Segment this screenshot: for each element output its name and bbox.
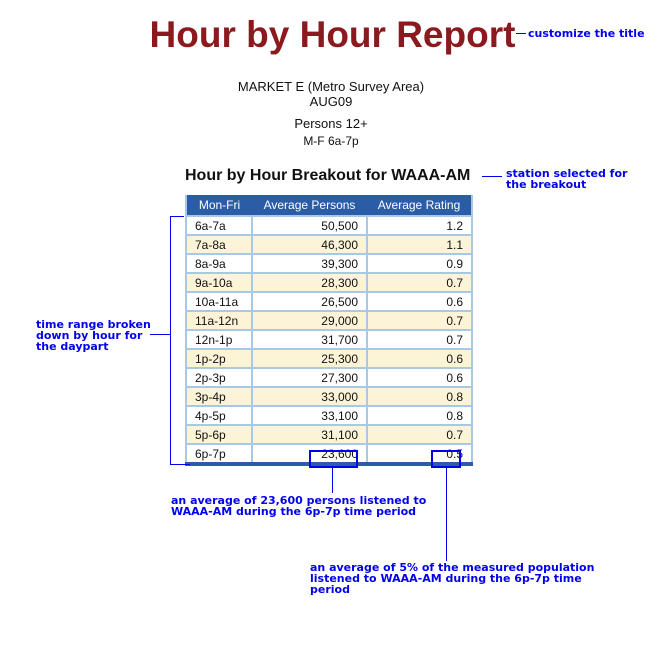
persons-cell: 26,500: [252, 292, 367, 311]
callout-line: [516, 33, 526, 34]
daypart: M-F 6a-7p: [303, 134, 359, 148]
persons-cell: 25,300: [252, 349, 367, 368]
rating-cell: 0.8: [367, 406, 472, 425]
callout-line: [446, 466, 447, 561]
rating-cell: 0.7: [367, 273, 472, 292]
rating-cell: 1.2: [367, 216, 472, 235]
breakout-title: Hour by Hour Breakout for WAAA-AM: [185, 167, 471, 184]
persons-cell: 50,500: [252, 216, 367, 235]
rating-cell: 1.1: [367, 235, 472, 254]
hour-cell: 9a-10a: [186, 273, 252, 292]
persons-cell: 29,000: [252, 311, 367, 330]
demographic: Persons 12+: [294, 116, 368, 131]
bracket-line: [170, 464, 190, 465]
bracket-line: [170, 216, 184, 217]
note-title: customize the title: [528, 27, 645, 40]
note-station: station selected for the breakout: [506, 167, 628, 191]
rating-cell: 0.7: [367, 330, 472, 349]
persons-cell: 31,700: [252, 330, 367, 349]
persons-cell: 46,300: [252, 235, 367, 254]
hour-cell: 1p-2p: [186, 349, 252, 368]
market-name: MARKET E (Metro Survey Area): [237, 79, 425, 94]
table-row: [186, 254, 472, 273]
table-row: [186, 349, 472, 368]
hour-cell: 2p-3p: [186, 368, 252, 387]
hour-cell: 6p-7p: [186, 444, 252, 464]
note-persons: an average of 23,600 persons listened to WAAA-AM during the 6p-7p time period: [171, 494, 427, 518]
column-header: Average Persons: [252, 195, 367, 216]
persons-cell: 31,100: [252, 425, 367, 444]
table-row: [186, 273, 472, 292]
rating-cell: 0.6: [367, 368, 472, 387]
hour-cell: 7a-8a: [186, 235, 252, 254]
column-header: Mon-Fri: [186, 195, 252, 216]
table-row: [186, 311, 472, 330]
table-row: [186, 216, 472, 235]
hour-cell: 5p-6p: [186, 425, 252, 444]
table-row: [186, 387, 472, 406]
rating-cell: 0.7: [367, 425, 472, 444]
bracket-line: [170, 216, 171, 465]
highlight-persons: [309, 450, 358, 468]
hour-cell: 8a-9a: [186, 254, 252, 273]
table-row: [186, 330, 472, 349]
note-rating: an average of 5% of the measured population listened to WAAA-AM during the 6p-7p time period: [310, 561, 595, 596]
callout-line: [482, 176, 502, 177]
callout-line: [150, 334, 170, 335]
rating-cell: 0.8: [367, 387, 472, 406]
persons-cell: 23,600: [252, 444, 367, 464]
table-row: [186, 292, 472, 311]
note-time-range: time range broken down by hour for the daypart: [36, 318, 151, 353]
hour-cell: 6a-7a: [186, 216, 252, 235]
hour-table: [185, 195, 473, 466]
rating-cell: 0.5: [367, 444, 472, 464]
rating-cell: 0.6: [367, 292, 472, 311]
table-row: [186, 368, 472, 387]
callout-line: [332, 466, 333, 493]
persons-cell: 33,000: [252, 387, 367, 406]
hour-cell: 3p-4p: [186, 387, 252, 406]
hour-cell: 10a-11a: [186, 292, 252, 311]
persons-cell: 39,300: [252, 254, 367, 273]
table-row: [186, 406, 472, 425]
hour-cell: 11a-12n: [186, 311, 252, 330]
column-header: Average Rating: [367, 195, 472, 216]
rating-cell: 0.6: [367, 349, 472, 368]
report-title: Hour by Hour Report: [149, 14, 516, 55]
survey-period: AUG09: [309, 94, 353, 109]
persons-cell: 27,300: [252, 368, 367, 387]
hour-cell: 12n-1p: [186, 330, 252, 349]
rating-cell: 0.7: [367, 311, 472, 330]
table-row: [186, 425, 472, 444]
hour-cell: 4p-5p: [186, 406, 252, 425]
table-row: [186, 235, 472, 254]
persons-cell: 28,300: [252, 273, 367, 292]
rating-cell: 0.9: [367, 254, 472, 273]
persons-cell: 33,100: [252, 406, 367, 425]
